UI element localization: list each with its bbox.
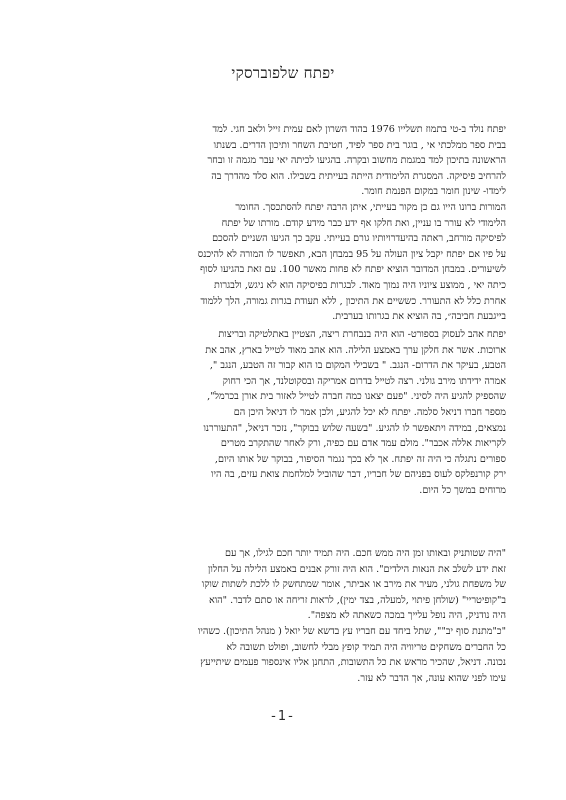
paragraph-line: בבית ספר ממלכתי אי , בוגר בית ספר לפיד, חטיבת השחר ותיכון הדרים. בשנתו: [213, 139, 506, 151]
paragraph-line: מרוחים במשך כל היום.: [419, 484, 506, 496]
paragraph-line: נכונה. דניאל, שהכיר מראש את כל התשובות, התחנן אליו אינספור פעמים שיתייעץ: [200, 657, 506, 669]
page-number: -1-: [271, 709, 295, 724]
document-title: יפתח שלפוברסקי: [231, 64, 335, 82]
paragraph-line: ארוכות. אשר את חלקן ערך באמצע הלילה. הוא אהב מאוד לטייל בארץ, אהב את: [205, 344, 506, 356]
paragraph-line: הלימודי לא עורר בו עניין, ואת חלקו אף ידע כבר מידע קודם. מורתו של יפתח: [221, 217, 506, 229]
paragraph-line: כל החברים משחקים טריוויה היה תמיד קופץ מבלי לחשוב, ופולט תשובה לא: [226, 641, 506, 653]
paragraph-line: "כ"מתנת סוף יב"", שתל ביחד עם חבריו עץ בדשא של יואל ( מנהל התיכון). כשהיו: [197, 625, 506, 637]
paragraph-2: [96, 327, 506, 499]
paragraph-line: המורות ברונו הייו גם כן מקור בעייתי, איתן הרבה יפתח להסתכסך. החומר: [235, 201, 506, 213]
paragraph-line: הראשונה בתיכון למד במגמת מחשוב ובקרה. בהגיעו לכיתה יאי עבר מגמה זו ובחר: [207, 155, 506, 167]
paragraph-line: מספר חברו דניאל סלמה. יפתח לא יכל להגיע, ולכן אמר לו דניאל היכן הם: [233, 406, 506, 418]
paragraph-line: נמצאים, במידה ויתאפשר לו להגיע. "בשעה שלוש בבוקר", נזכר דניאל, "התעוררנו: [203, 422, 506, 434]
paragraph-line: אחרת כלל לא התעורר. כששיים את התיכון , ללא תעודת בגרות גמורה, הלך ללמוד: [200, 295, 506, 307]
paragraph-line: של משפחת גולני, מעיר את מירב או אביתר, אומר שמתחשק לו ללכת לשתות שוקו: [201, 579, 506, 591]
paragraph-line: אמרה ידידתו מירב גולני. רצה לטייל בדרום אמריקה ובסקוטלנד, אך הכי רחוק: [222, 375, 506, 387]
paragraph-line: לימדו- שינון חומר במקום הפנמת חומר.: [361, 186, 506, 198]
paragraph-line: ירק קורנפלקס לעוס בפניהם של חבריו, דבר שהוביל למלחמת צואת עזים, בה היו: [210, 469, 506, 481]
paragraph-line: "היה שטותניק ובאותו זמן היה ממש חכם. היה תמיד יותר חכם לגילו, אך עם: [225, 548, 506, 559]
paragraph-line: לפיסיקה מורחב, ראתה בהיעדרויותיו גורם בעייתי. עקב כך הגיעו השניים להסכם: [212, 233, 506, 245]
paragraph-line: לשיעורים. במבחן המדובר הוציא יפתח לא פחות מאשר 100. עם זאת בהגיעו לסוף: [200, 264, 506, 276]
paragraph-line: עימו לפני שהוא עונה, אך הדבר לא עזר.: [357, 672, 506, 684]
paragraph-line: בייגבעת חביבה״, בה הוציא את בגרותו בערבית.: [332, 311, 506, 323]
paragraph-3: [96, 546, 506, 686]
paragraph-1: [96, 122, 506, 325]
paragraph-line: ספורים נתגלה כי היה זה יפתח. אך לא בכך נגמר הסיפור, בבוקר של אותו היום,: [214, 453, 506, 465]
paragraph-line: שהספיק להגיע היה לסיני. "פעם יצאנו כמה חברה לטייל לאזור בית אורן בכרמל",: [207, 391, 506, 403]
paragraph-line: היה נודניק, היה נופל עלייך במכה כשאתה לא מצפה".: [307, 610, 506, 622]
paragraph-line: להרחיב פיסיקה. המסגרת הלימודית הייתה בעייתית בשבילו. הוא סלד מהדרך בה: [211, 170, 506, 182]
paragraph-line: ב"קופיטריי" (שולחן פיתוי ,למעלה, בצד ימין), לראות זריחה או סתם לדבר. "הוא: [208, 594, 506, 606]
paragraph-line: הטבע, בעיקר את הדרום- הנגב. " בשבילי המקום בו הוא קבור זה הטבע, הנגב ",: [209, 360, 506, 372]
paragraph-line: על פיו אם יפתח יקבל ציון העולה על 95 במבחן הבא, תאפשר לו המורה לא להיכנס: [197, 248, 506, 260]
paragraph-line: לקריאות אללה אכבר". מולם עמד אדם עם כפיה, ורק לאחר שהתקרב מטרים: [220, 438, 506, 450]
paragraph-line: יפתח אהב לעסוק בספורט- הוא היה בנבחרת ריצה, הצטיין באתלטיקה ובריצות: [218, 329, 506, 340]
paragraph-line: זאת ידע לשלב את הנאות הילדים". הוא היה זורק אבנים באמצע הלילה על החלון: [207, 563, 506, 575]
paragraph-line: כיתה יאי , ממוצע ציוניו היה נמוך מאוד. לבגרות בפיסיקה הוא לא ניגש, ולבגרות: [214, 279, 506, 291]
paragraph-line: יפתח נולד ב-טי בתמוז תשלייו 1976 בהוד השרון לאם עמית זייל ולאב חגי. למד: [212, 124, 506, 135]
